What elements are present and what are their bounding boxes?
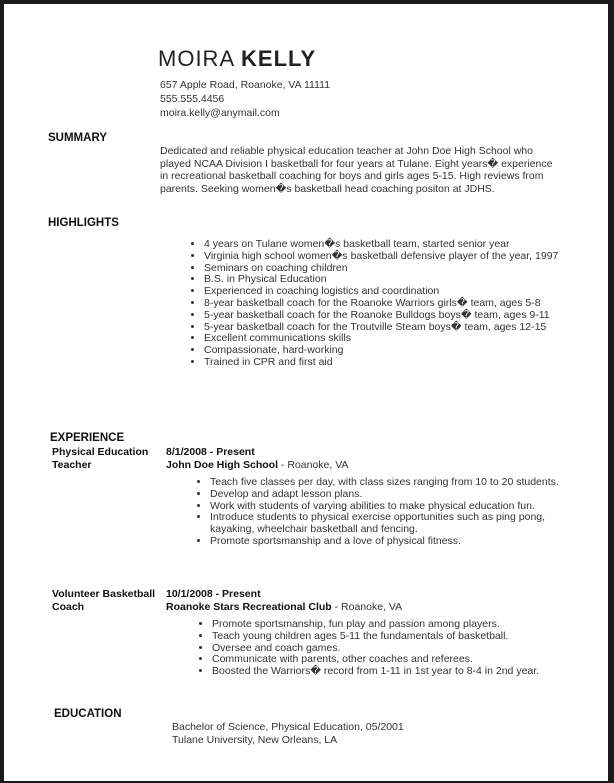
- list-item: • 5-year basketball coach for the Troutville Steam boys� team, ages 12-15: [204, 322, 566, 334]
- first-name: MOIRA: [158, 46, 234, 71]
- list-item: • Teach young children ages 5-11 the fundamentals of basketball.: [212, 631, 572, 643]
- list-item: • Trained in CPR and first aid: [204, 357, 566, 369]
- list-item: • Promote sportsmanship and a love of physical fitness.: [210, 536, 570, 548]
- job-duties-list: [192, 477, 570, 548]
- summary-heading: SUMMARY: [48, 132, 107, 144]
- list-item: • 4 years on Tulane women�s basketball team, started senior year: [204, 239, 566, 251]
- list-item: • Virginia high school women�s basketball defensive player of the year, 1997: [204, 251, 566, 263]
- list-item: • Excellent communications skills: [204, 333, 566, 345]
- employer: John Doe High School: [166, 459, 278, 471]
- highlights-heading: HIGHLIGHTS: [48, 217, 119, 229]
- resume-sheet: [4, 4, 608, 781]
- education-block: [172, 721, 404, 747]
- highlights-list: [186, 239, 566, 369]
- list-item: • Seminars on coaching children: [204, 263, 566, 275]
- list-item: • Promote sportsmanship, fun play and passion among players.: [212, 619, 572, 631]
- candidate-name: [158, 46, 316, 72]
- list-item: • Compassionate, hard-working: [204, 345, 566, 357]
- employer: Roanoke Stars Recreational Club: [166, 601, 332, 613]
- job-location: - Roanoke, VA: [278, 459, 349, 471]
- list-item: • 8-year basketball coach for the Roanoke Warriors girls� team, ages 5-8: [204, 298, 566, 310]
- job-date: 10/1/2008 - Present: [166, 588, 261, 600]
- job-location: - Roanoke, VA: [331, 601, 403, 613]
- address: 657 Apple Road, Roanoke, VA 11111: [160, 79, 331, 91]
- list-item: • Experienced in coaching logistics and coordination: [204, 286, 566, 298]
- job-header: [166, 588, 402, 614]
- list-item: • Introduce students to physical exercise opportunities such as ping pong, kayaking, wheelchair basketball and fencing.: [210, 512, 570, 536]
- list-item: • Work with students of varying abilities to make physical education fun.: [210, 501, 570, 513]
- experience-heading: EXPERIENCE: [50, 432, 125, 444]
- list-item: • Teach five classes per day, with class sizes ranging from 10 to 20 students.: [210, 477, 570, 489]
- list-item: • Boosted the Warriors� record from 1-11 in 1st year to 8-4 in 2nd year.: [212, 666, 572, 678]
- job-title: Physical Education Teacher: [52, 446, 149, 471]
- job-duties-list: [194, 619, 572, 678]
- last-name: KELLY: [241, 46, 317, 71]
- job-date: 8/1/2008 - Present: [166, 446, 255, 458]
- email: moira.kelly@anymail.com: [160, 107, 280, 119]
- phone: 555.555.4456: [160, 93, 225, 105]
- degree: Bachelor of Science, Physical Education, 05/2001: [172, 721, 404, 733]
- list-item: • B.S. in Physical Education: [204, 274, 566, 286]
- contact-block: [160, 78, 330, 120]
- education-heading: EDUCATION: [54, 708, 122, 720]
- list-item: • Develop and adapt lesson plans.: [210, 489, 570, 501]
- school: Tulane University, New Orleans, LA: [172, 734, 338, 746]
- summary-text: Dedicated and reliable physical education teacher at John Doe High School who played NCAA Division I basketball for four years at Tulane. Eight years� experience in recreational basketball coaching for boys and girls ages 5-15. High reviews from parents. Seeking women�s basketball head coaching positon at JDHS.: [160, 145, 553, 195]
- list-item: • Communicate with parents, other coaches and referees.: [212, 654, 572, 666]
- job-header: [166, 446, 348, 472]
- list-item: • 5-year basketball coach for the Roanoke Bulldogs boys� team, ages 9-11: [204, 310, 566, 322]
- job-title: Volunteer Basketball Coach: [52, 588, 156, 613]
- list-item: • Oversee and coach games.: [212, 643, 572, 655]
